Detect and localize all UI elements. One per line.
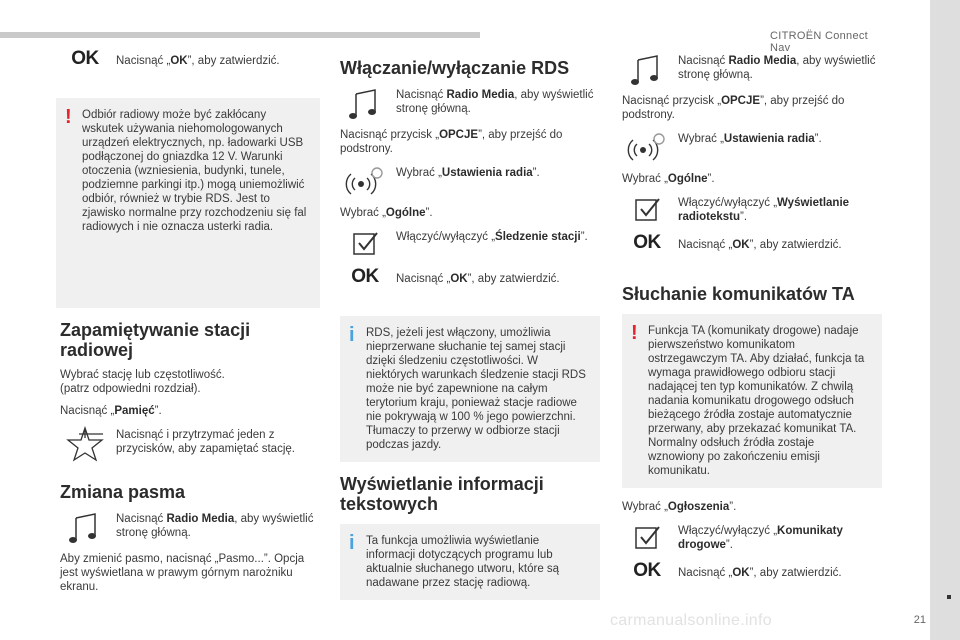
band-step: Nacisnąć Radio Media, aby wyświetlić stronę główną.	[60, 510, 320, 546]
section-title-band: Zmiana pasma	[60, 482, 186, 502]
rt-text-1: Nacisnąć przycisk „OPCJE”, aby przejść do podstrony.	[622, 95, 845, 121]
band-text: Aby zmienić pasmo, nacisnąć „Pasmo...”. Opcja jest wyświetlana w prawym górnym narożniku ekranu.	[60, 553, 305, 593]
warning-box	[56, 98, 320, 308]
info-text-text: Ta funkcja umożliwia wyświetlanie informacji dotyczących programu lub aktualnie słuchanego utworu, które są nadawane przez stację radiową.	[366, 535, 560, 589]
info-box-text	[340, 524, 600, 600]
radio-settings-icon	[340, 164, 390, 200]
info-text-rds: RDS, jeżeli jest włączony, umożliwia nieprzerwane słuchanie tej samej stacji dzięki śledzeniu częstotliwości. W niektórych warunkach śledzenie stacji RDS może nie być zapewnione na całym terytorium kraju, ponieważ stacje radiowe nie pokrywają w 100 % jego powierzchni. Tłumaczy to przerwy w odbiorze stacji podczas jazdy.	[366, 327, 586, 451]
rt-step-3: Włączyć/wyłączyć „Wyświetlanie radiotekstu”.	[622, 194, 882, 230]
warning-box-ta	[622, 314, 882, 488]
rds-text-2: Wybrać „Ogólne”.	[340, 207, 433, 219]
ok-step: OK Nacisnąć „OK”, aby zatwierdzić.	[71, 48, 280, 69]
page-number: 21	[913, 614, 926, 626]
memory-text-1: Wybrać stację lub częstotliwość. (patrz odpowiedni rozdział).	[60, 369, 225, 395]
memory-text-2: Nacisnąć „Pamięć”.	[60, 405, 162, 417]
memory-step: Nacisnąć i przytrzymać jeden z przycisków, aby zapamiętać stację.	[60, 426, 320, 462]
music-note-icon	[340, 86, 390, 122]
checkbox-icon	[340, 228, 390, 258]
info-icon: i	[349, 532, 355, 554]
rt-step-4: OK Nacisnąć „OK”, aby zatwierdzić.	[633, 232, 842, 253]
ok-icon: OK	[71, 48, 99, 69]
info-icon: i	[349, 324, 355, 346]
ok-icon: OK	[633, 232, 661, 253]
ta-step-2: OK Nacisnąć „OK”, aby zatwierdzić.	[633, 560, 842, 581]
column-2	[340, 52, 600, 612]
rds-step-1: Nacisnąć Radio Media, aby wyświetlić stronę główną.	[340, 86, 600, 122]
page-sidebar	[930, 0, 960, 640]
ta-text-1: Wybrać „Ogłoszenia”.	[622, 501, 737, 513]
rds-step-4: OK Nacisnąć „OK”, aby zatwierdzić.	[351, 266, 560, 287]
info-box-rds	[340, 316, 600, 462]
warning-icon: !	[631, 322, 638, 344]
star-icon	[60, 426, 110, 462]
brand-label: CITROËN Connect Nav	[770, 30, 869, 54]
checkbox-icon	[622, 194, 672, 224]
music-note-icon	[60, 510, 110, 546]
warning-icon: !	[65, 106, 72, 128]
section-title-text: Wyświetlanie informacji tekstowych	[340, 474, 544, 514]
warning-text: Odbiór radiowy może być zakłócany wskutek używania niehomologowanych urządzeń elektrycznych, np. ładowarki USB podłączonej do gniazdka 12 V. Warunki otoczenia (wzniesienia, budynki, tunele, podziemne parkingi itp.) mogą uniemożliwić odbiór, również w trybie RDS. Jest to zjawisko normalne przy rozchodzeniu się fal radiowych i nie oznacza usterki radia.	[82, 109, 307, 233]
rds-step-2: Wybrać „Ustawienia radia”.	[340, 164, 600, 200]
music-note-icon	[622, 52, 672, 88]
sidebar-dot	[947, 595, 951, 599]
rt-text-2: Wybrać „Ogólne”.	[622, 173, 715, 185]
watermark: carmanualsonline.info	[610, 612, 772, 629]
rds-text-1: Nacisnąć przycisk „OPCJE”, aby przejść do podstrony.	[340, 129, 563, 155]
ok-icon: OK	[633, 560, 661, 581]
ok-icon: OK	[351, 266, 379, 287]
header-rule	[0, 32, 480, 38]
checkbox-icon	[622, 522, 672, 552]
column-3	[622, 52, 882, 606]
rt-step-1: Nacisnąć Radio Media, aby wyświetlić stronę główną.	[622, 52, 882, 88]
ta-step-1: Włączyć/wyłączyć „Komunikaty drogowe”.	[622, 522, 882, 558]
section-title-rds: Włączanie/wyłączanie RDS	[340, 58, 570, 78]
column-1	[60, 48, 320, 602]
section-title-ta: Słuchanie komunikatów TA	[622, 284, 855, 304]
section-title-memory: Zapamiętywanie stacji radiowej	[60, 320, 251, 360]
radio-settings-icon	[622, 130, 672, 166]
rt-step-2: Wybrać „Ustawienia radia”.	[622, 130, 882, 166]
warning-text-ta: Funkcja TA (komunikaty drogowe) nadaje pierwszeństwo komunikatom ostrzegawczym TA. Aby działać, funkcja ta wymaga prawidłowego odbioru stacji nadającej ten typ komunikatów. Z chwilą nadania komunikatu drogowego odsłuch bieżącego źródła zostaje automatycznie przerwany, aby przekazać komunikat TA. Normalny odsłuch źródła zostaje wznowiony po zakończeniu emisji komunikatu.	[648, 325, 865, 477]
rds-step-3: Włączyć/wyłączyć „Śledzenie stacji”.	[340, 228, 600, 264]
